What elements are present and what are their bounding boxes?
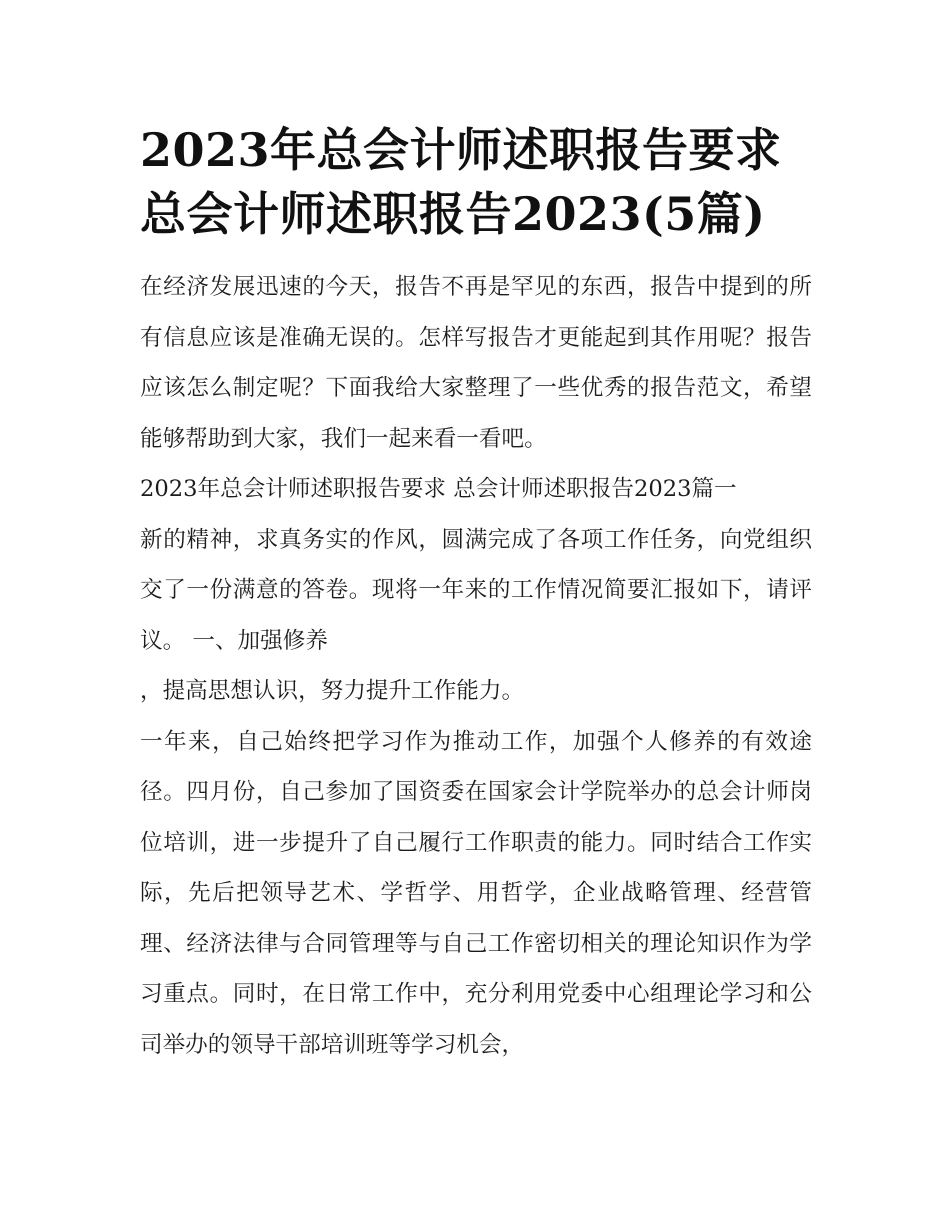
body-paragraph-3: 一年来，自己始终把学习作为推动工作，加强个人修养的有效途径。四月份，自己参加了国资委在国家会计学院举办的总会计师岗位培训，进一步提升了自己履行工作职责的能力。同时结合工作实际，先后把领导艺术、学哲学、用哲学，企业战略管理、经营管理、经济法律与合同管理等与自己工作密切相关的理论知识作为学习重点。同时，在日常工作中，充分利用党委中心组理论学习和公司举办的领导干部培训班等学习机会，: [140, 728, 812, 1058]
title-line-1: 2023年总会计师述职报告要求: [140, 123, 782, 177]
document-body: [140, 262, 812, 1070]
document-page: [140, 118, 812, 1070]
section-heading: 2023年总会计师述职报告要求 总会计师述职报告2023篇一: [140, 476, 737, 502]
document-title: [140, 118, 812, 246]
intro-paragraph: 在经济发展迅速的今天，报告不再是罕见的东西，报告中提到的所有信息应该是准确无误的。怎样写报告才更能起到其作用呢？报告应该怎么制定呢？下面我给大家整理了一些优秀的报告范文，希望能够帮助到大家，我们一起来看一看吧。: [140, 274, 812, 452]
title-line-2: 总会计师述职报告2023(5篇): [140, 187, 766, 241]
body-paragraph-2: ，提高思想认识，努力提升工作能力。: [140, 678, 525, 704]
body-paragraph-1: 新的精神，求真务实的作风，圆满完成了各项工作任务，向党组织交了一份满意的答卷。现将一年来的工作情况简要汇报如下，请评议。 一、加强修养: [140, 526, 812, 654]
